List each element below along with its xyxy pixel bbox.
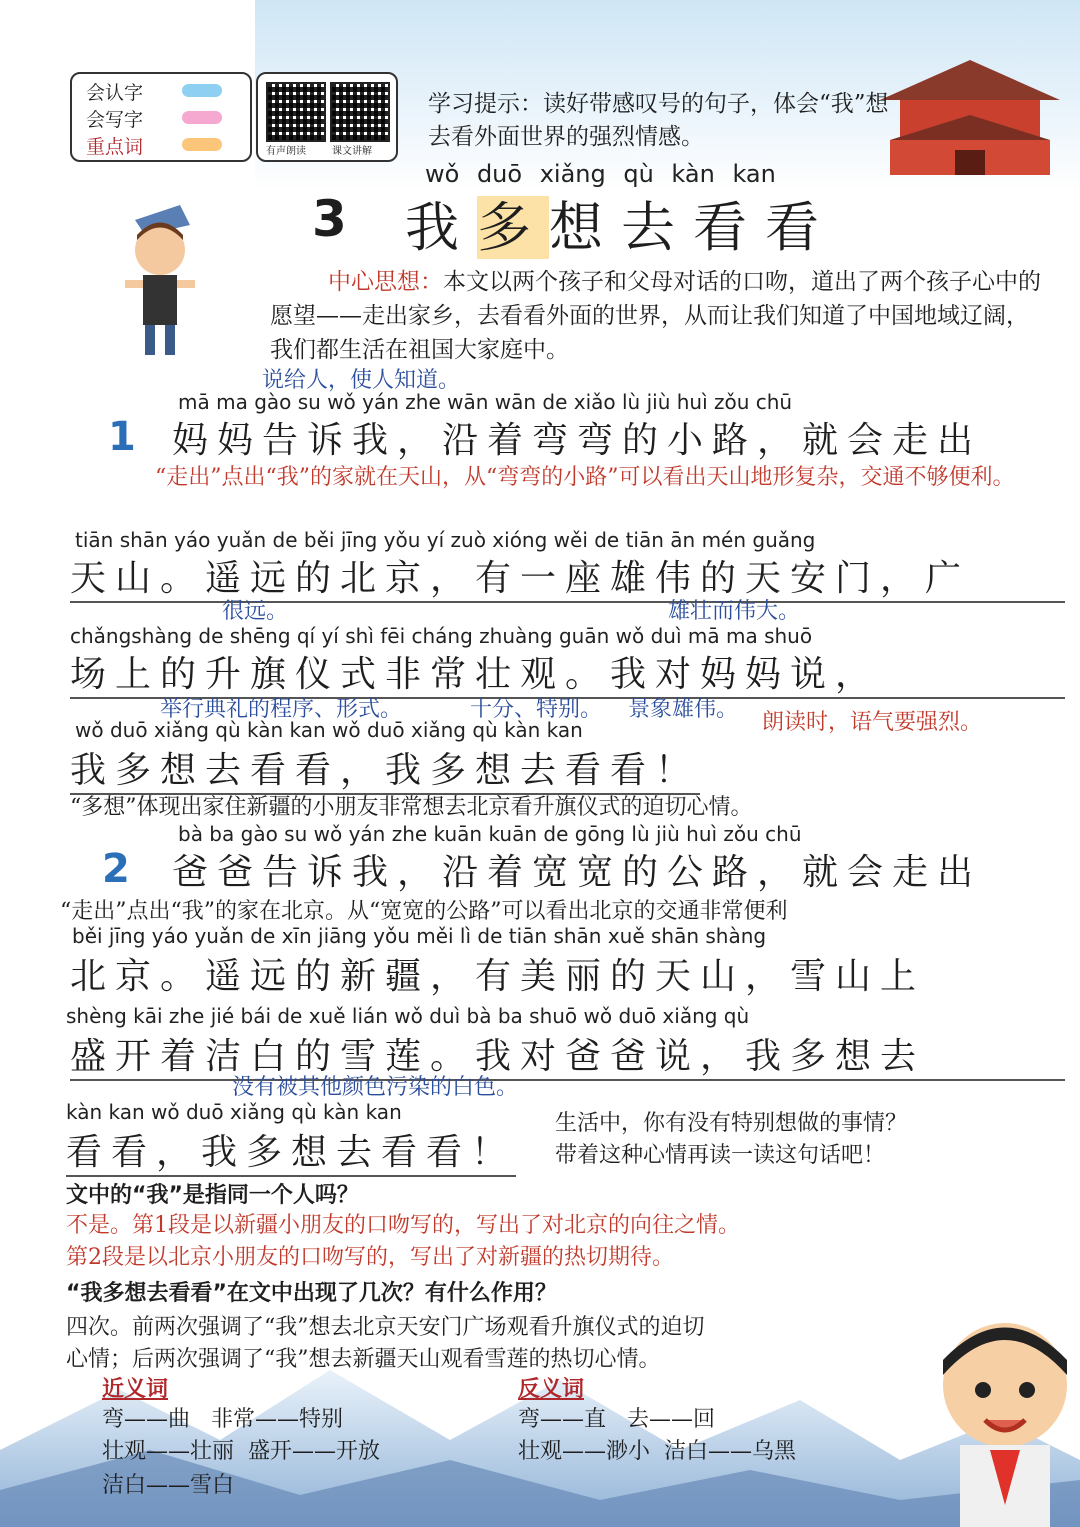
synonyms-label: 近义词 xyxy=(102,1376,169,1402)
p1-line-4: 我多想去看看，我多想去看看！ xyxy=(70,742,700,795)
legend-label-write: 会写字 xyxy=(86,109,144,131)
title-pinyin: wǒ duō xiǎng qù kàn kan xyxy=(425,160,776,188)
note-white: 没有被其他颜色污染的白色。 xyxy=(232,1075,519,1100)
study-tip: 学习提示：读好带感叹号的句子，体会“我”想去看外面世界的强烈情感。 xyxy=(428,91,889,150)
boy-illustration xyxy=(115,200,205,360)
synonym-row-1: 弯——曲 非常——特别 xyxy=(102,1407,343,1432)
p1-line-3: 场上的升旗仪式非常壮观。我对妈妈说， xyxy=(70,646,1065,699)
central-idea-text: 本文以两个孩子和父母对话的口吻，道出了两个孩子心中的愿望——走出家乡，去看看外面的世界，从而让我们知道了中国地域辽阔，我们都生活在祖国大家庭中。 xyxy=(270,269,1041,363)
synonym-row-3: 洁白——雪白 xyxy=(102,1473,235,1498)
synonym-row-2: 壮观——壮丽 盛开——开放 xyxy=(102,1439,380,1464)
note-far: 很远。 xyxy=(222,599,289,624)
qr-code-box xyxy=(256,72,398,162)
p1-note-4: “多想”体现出家住新疆的小朋友非常想去北京看升旗仪式的迫切心情。 xyxy=(70,795,753,820)
p1-pinyin-3: chǎngshàng de shēng qí yí shì fēi cháng zhuàng guān wǒ duì mā ma shuō xyxy=(70,624,813,648)
legend-swatch-blue xyxy=(182,84,222,97)
paragraph-number-1: 1 xyxy=(108,414,136,460)
answer-1-line-2: 第2段是以北京小朋友的口吻写的，写出了对新疆的热切期待。 xyxy=(66,1245,674,1270)
tiananmen-illustration xyxy=(870,40,1070,180)
lesson-number: 3 xyxy=(312,190,347,248)
paragraph-number-2: 2 xyxy=(102,846,130,892)
question-1: 文中的“我”是指同一个人吗？ xyxy=(66,1183,359,1208)
p2-pinyin-4: kàn kan wǒ duō xiǎng qù kàn kan xyxy=(66,1100,402,1124)
qr-code-icon[interactable] xyxy=(266,82,326,142)
note-ceremony: 举行典礼的程序、形式。 xyxy=(160,697,403,722)
p2-note-1: “走出”点出“我”的家在北京。从“宽宽的公路”可以看出北京的交通非常便利 xyxy=(60,899,788,924)
central-idea xyxy=(270,265,1050,367)
note-life-2: 带着这种心情再读一读这句话吧！ xyxy=(555,1143,886,1168)
antonyms-label: 反义词 xyxy=(518,1376,585,1402)
question-2: “我多想去看看”在文中出现了几次？有什么作用？ xyxy=(66,1281,557,1306)
note-spectacle: 景象雄伟。 xyxy=(628,697,739,722)
p2-line-4: 看看，我多想去看看！ xyxy=(66,1124,516,1177)
antonym-row-2: 壮观——渺小 洁白——乌黑 xyxy=(518,1439,796,1464)
qr-code-icon[interactable] xyxy=(330,82,390,142)
legend-label-recognize: 会认字 xyxy=(86,82,144,104)
note-life-1: 生活中，你有没有特别想做的事情？ xyxy=(555,1111,908,1136)
antonym-row-1: 弯——直 去——回 xyxy=(518,1407,715,1432)
p2-pinyin-2: běi jīng yáo yuǎn de xīn jiāng yǒu měi lì de tiān shān xuě shān shàng xyxy=(72,924,767,948)
note-very: 十分、特别。 xyxy=(470,697,603,722)
p1-line-2: 天山。遥远的北京，有一座雄伟的天安门，广 xyxy=(70,550,1065,603)
p2-line-1: 爸爸告诉我，沿着宽宽的公路，就会走出 xyxy=(172,852,983,893)
p2-pinyin-1: bà ba gào su wǒ yán zhe kuān kuān de gōng lù jiù huì zǒu chū xyxy=(178,822,802,846)
qr-label-lecture: 课文讲解 xyxy=(332,146,372,157)
note-read-aloud: 朗读时，语气要强烈。 xyxy=(762,710,983,735)
p1-line-1: 妈妈告诉我，沿着弯弯的小路，就会走出 xyxy=(172,420,983,461)
legend-swatch-pink xyxy=(182,111,222,124)
answer-2-line-1: 四次。前两次强调了“我”想去北京天安门广场观看升旗仪式的迫切 xyxy=(66,1315,705,1340)
p1-pinyin-4: wǒ duō xiǎng qù kàn kan wǒ duō xiǎng qù kàn kan xyxy=(75,718,583,742)
legend-swatch-orange xyxy=(182,138,222,151)
boy-illustration xyxy=(935,1305,1075,1527)
p2-line-3: 盛开着洁白的雪莲。我对爸爸说，我多想去 xyxy=(70,1028,1065,1081)
lesson-title: 我多想去看看 xyxy=(405,196,837,259)
p1-note-1: “走出”点出“我”的家就在天山，从“弯弯的小路”可以看出天山地形复杂，交通不够便利。 xyxy=(155,465,1015,490)
p2-line-2: 北京。遥远的新疆，有美丽的天山，雪山上 xyxy=(70,956,926,997)
legend-label-keyword: 重点词 xyxy=(86,136,144,158)
qr-label-audio: 有声朗读 xyxy=(266,146,306,157)
note-grand: 雄壮而伟大。 xyxy=(668,599,801,624)
answer-2-line-2: 心情；后两次强调了“我”想去新疆天山观看雪莲的热切心情。 xyxy=(66,1347,661,1372)
p1-pinyin-2: tiān shān yáo yuǎn de běi jīng yǒu yí zuò xióng wěi de tiān ān mén guǎng xyxy=(75,528,816,552)
answer-1-line-1: 不是。第1段是以新疆小朋友的口吻写的，写出了对北京的向往之情。 xyxy=(66,1213,740,1238)
central-idea-label: 中心思想： xyxy=(328,269,443,295)
note-tell: 说给人，使人知道。 xyxy=(262,368,461,393)
p1-pinyin-1: mā ma gào su wǒ yán zhe wān wān de xiǎo lù jiù huì zǒu chū xyxy=(178,390,793,414)
p2-pinyin-3: shèng kāi zhe jié bái de xuě lián wǒ duì bà ba shuō wǒ duō xiǎng qù xyxy=(66,1004,750,1028)
legend-box xyxy=(70,72,252,162)
